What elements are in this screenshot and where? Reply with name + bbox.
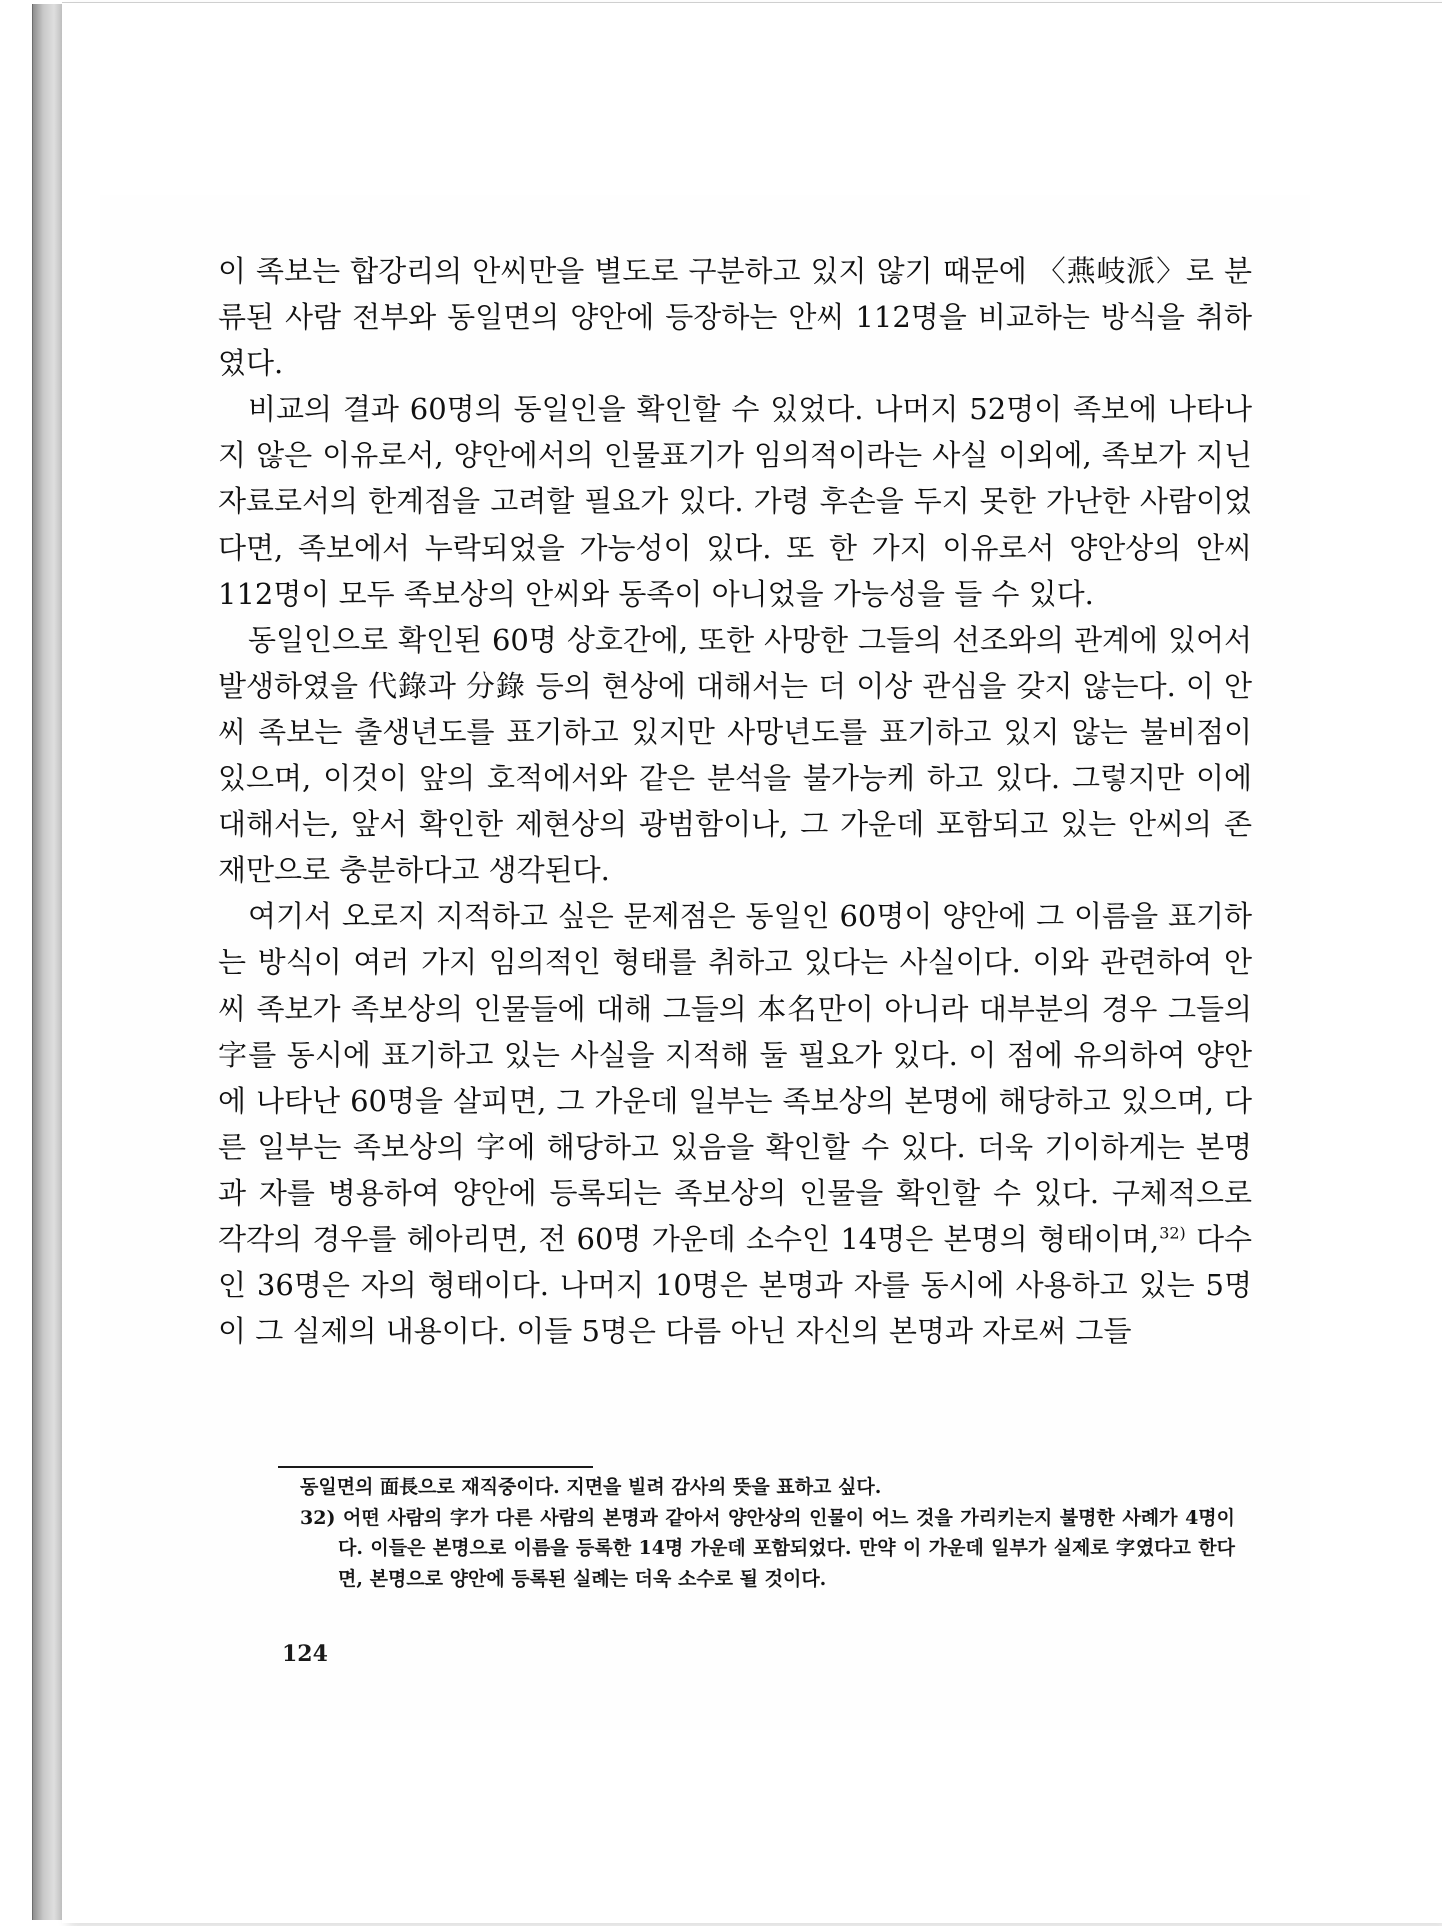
paragraph-text: 비교의 결과 60명의 동일인을 확인할 수 있었다. 나머지 52명이 족보에 나타나지 않은 이유로서, 양안에서의 인물표기가 임의적이라는 사실 이외에, 족보가 지닌 자료로서의 한계점을 고려할 필요가 있다. 가령 후손을 두지 못한 가난한 사람이었다면, 족보에서 누락되었을 가능성이 있다. 또 한 가지 이유로서 양안상의 안씨 112명이 모두 족보상의 안씨와 동족이 아니었을 가능성을 들 수 있다.	[218, 392, 1252, 611]
footnote-text: 어떤 사람의 字가 다른 사람의 본명과 같아서 양안상의 인물이 어느 것을 가리키는지 불명한 사례가 4명이다. 이들은 본명으로 이름을 등록한 14명 가운데 포함되었다. 만약 이 가운데 일부가 실제로 字였다고 한다면, 본명으로 양안에 등록된 실례는 더욱 소수로 될 것이다.	[338, 1506, 1235, 1590]
paragraph-text-tail: 다수인 36명은 자의 형태이다. 나머지 10명은 본명과 자를 동시에 사용하고 있는 5명이 그 실제의 내용이다. 이들 5명은 다름 아닌 자신의 본명과 자로써 그들	[218, 1221, 1252, 1349]
footnote-ref-32[interactable]: 32)	[1159, 1223, 1186, 1243]
page-number: 124	[282, 1641, 328, 1667]
book-spine	[32, 4, 63, 1920]
body-text	[218, 248, 1252, 1354]
paragraph-1	[218, 248, 1252, 386]
footnote-marker: 32)	[300, 1506, 336, 1529]
footnote-text: 동일면의 面長으로 재직중이다. 지면을 빌려 감사의 뜻을 표하고 싶다.	[300, 1476, 882, 1498]
footnote-continued	[300, 1472, 1235, 1503]
footnote-32	[300, 1503, 1235, 1595]
footnote-divider	[278, 1466, 593, 1468]
paragraph-4	[218, 893, 1252, 1354]
paragraph-text: 동일인으로 확인된 60명 상호간에, 또한 사망한 그들의 선조와의 관계에 있어서 발생하였을 代錄과 分錄 등의 현상에 대해서는 더 이상 관심을 갖지 않는다. 이 안씨 족보는 출생년도를 표기하고 있지만 사망년도를 표기하고 있지 않는 불비점이 있으며, 이것이 앞의 호적에서와 같은 분석을 불가능케 하고 있다. 그렇지만 이에 대해서는, 앞서 확인한 제현상의 광범함이나, 그 가운데 포함되고 있는 안씨의 존재만으로 충분하다고 생각된다.	[218, 622, 1252, 888]
paragraph-text: 이 족보는 합강리의 안씨만을 별도로 구분하고 있지 않기 때문에 〈燕岐派〉로 분류된 사람 전부와 동일면의 양안에 등장하는 안씨 112명을 비교하는 방식을 취하였다.	[218, 254, 1252, 381]
footnotes	[300, 1472, 1235, 1594]
paragraph-text: 여기서 오로지 지적하고 싶은 문제점은 동일인 60명이 양안에 그 이름을 표기하는 방식이 여러 가지 임의적인 형태를 취하고 있다는 사실이다. 이와 관련하여 안씨 족보가 족보상의 인물들에 대해 그들의 本名만이 아니라 대부분의 경우 그들의 字를 동시에 표기하고 있는 사실을 지적해 둘 필요가 있다. 이 점에 유의하여 양안에 나타난 60명을 살피면, 그 가운데 일부는 족보상의 본명에 해당하고 있으며, 다른 일부는 족보상의 字에 해당하고 있음을 확인할 수 있다. 더욱 기이하게는 본명과 자를 병용하여 양안에 등록되는 족보상의 인물을 확인할 수 있다. 구체적으로 각각의 경우를 헤아리면, 전 60명 가운데 소수인 14명은 본명의 형태이며,	[218, 899, 1252, 1256]
paragraph-2	[218, 386, 1252, 616]
paragraph-3	[218, 617, 1252, 894]
